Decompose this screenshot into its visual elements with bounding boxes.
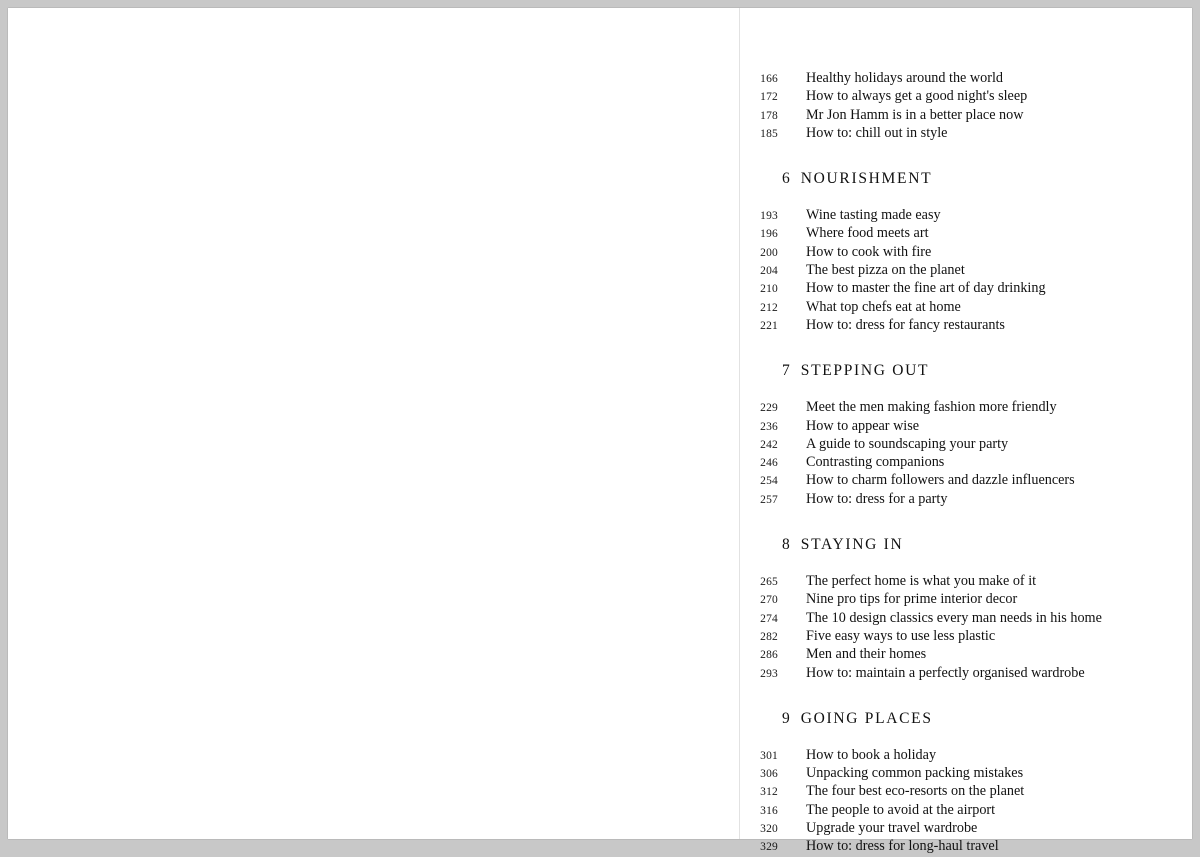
toc-entry-page-number: 286: [760, 649, 778, 662]
toc-entry[interactable]: [740, 107, 1192, 125]
left-page-blank: [8, 8, 739, 839]
toc-entry[interactable]: [740, 244, 1192, 262]
toc-entry-title: What top chefs eat at home: [806, 298, 961, 315]
toc-entry-page-number: 172: [760, 91, 778, 104]
toc-entry-page-number: 257: [760, 493, 778, 506]
toc-entry[interactable]: [740, 299, 1192, 317]
toc-entry[interactable]: [740, 491, 1192, 509]
toc-entry-title: How to book a holiday: [806, 746, 937, 763]
toc-section-entries: [740, 207, 1192, 335]
toc-entry-title: How to charm followers and dazzle influencers: [806, 472, 1075, 489]
toc-section-heading: [740, 170, 1192, 188]
toc-entry-title: Upgrade your travel wardrobe: [806, 820, 978, 837]
toc-entry-title: How to: dress for fancy restaurants: [806, 316, 1005, 333]
toc-section-heading: [740, 362, 1192, 380]
toc-entry-page-number: 306: [760, 768, 778, 781]
toc-entry-page-number: 329: [760, 841, 778, 854]
toc-entry-title: The people to avoid at the airport: [806, 801, 996, 818]
toc-entry-title: How to master the fine art of day drinking: [806, 280, 1046, 297]
toc-entry-page-number: 210: [760, 283, 778, 296]
toc-entry[interactable]: [740, 225, 1192, 243]
toc-section-name: NOURISHMENT: [800, 170, 933, 188]
toc-entry[interactable]: [740, 317, 1192, 335]
toc-continued-group: [740, 70, 1192, 143]
toc-section-entries: [740, 573, 1192, 683]
toc-entry-page-number: 293: [760, 667, 778, 680]
toc-entry-page-number: 212: [760, 301, 778, 314]
toc-entry-title: How to appear wise: [806, 417, 920, 434]
toc-entry[interactable]: [740, 125, 1192, 143]
toc-entry[interactable]: [740, 783, 1192, 801]
toc-entry-page-number: 193: [760, 210, 778, 223]
toc-entry-title: Unpacking common packing mistakes: [806, 765, 1024, 782]
toc-entry[interactable]: [740, 436, 1192, 454]
toc-entry-title: The best pizza on the planet: [806, 262, 965, 279]
toc-section-entries: [740, 399, 1192, 509]
toc-entry-page-number: 282: [760, 630, 778, 643]
toc-entry[interactable]: [740, 820, 1192, 838]
right-page-contents: [740, 8, 1192, 855]
toc-entry[interactable]: [740, 838, 1192, 856]
toc-entry[interactable]: [740, 418, 1192, 436]
toc-entry[interactable]: [740, 472, 1192, 490]
toc-entry-page-number: 166: [760, 73, 778, 85]
toc-entry-page-number: 242: [760, 438, 778, 451]
toc-entry-title: Meet the men making fashion more friendly: [806, 399, 1057, 416]
toc-entry-page-number: 178: [760, 109, 778, 122]
toc-entry-title: How to: maintain a perfectly organised wardrobe: [806, 664, 1085, 681]
toc-entry[interactable]: [740, 591, 1192, 609]
toc-section-entries: [740, 747, 1192, 857]
toc-entry-page-number: 204: [760, 265, 778, 278]
toc-section-number: 7: [782, 362, 790, 380]
toc-entry-title: Nine pro tips for prime interior decor: [806, 591, 1018, 608]
toc-entry-page-number: 265: [760, 576, 778, 589]
toc-entry-title: How to: chill out in style: [806, 124, 948, 141]
toc-entry-title: Contrasting companions: [806, 454, 945, 471]
toc-entry[interactable]: [740, 70, 1192, 88]
toc-entry[interactable]: [740, 399, 1192, 417]
toc-entry[interactable]: [740, 646, 1192, 664]
toc-entry-title: Men and their homes: [806, 646, 927, 663]
toc-entry[interactable]: [740, 747, 1192, 765]
toc-section-name: GOING PLACES: [800, 709, 933, 727]
toc-entry[interactable]: [740, 573, 1192, 591]
toc-entry-title: How to cook with fire: [806, 243, 932, 260]
toc-entry-page-number: 200: [760, 246, 778, 259]
toc-entry-title: Five easy ways to use less plastic: [806, 627, 996, 644]
toc-entry-title: A guide to soundscaping your party: [806, 435, 1009, 452]
toc-entry-title: The perfect home is what you make of it: [806, 573, 1037, 590]
toc-entry-title: Healthy holidays around the world: [806, 70, 1004, 86]
toc-entry-title: Where food meets art: [806, 225, 929, 242]
toc-entry-page-number: 312: [760, 786, 778, 799]
toc-entry-page-number: 301: [760, 749, 778, 762]
toc-section-number: 6: [782, 170, 790, 188]
toc-entry-page-number: 254: [760, 475, 778, 488]
toc-section-heading: [740, 536, 1192, 554]
toc-entry-page-number: 236: [760, 420, 778, 433]
toc-entry-page-number: 229: [760, 402, 778, 415]
toc-entry-page-number: 274: [760, 612, 778, 625]
toc-entry-page-number: 270: [760, 594, 778, 607]
toc-entry-page-number: 246: [760, 457, 778, 470]
toc-entry[interactable]: [740, 262, 1192, 280]
table-of-contents: [740, 70, 1192, 857]
toc-entry[interactable]: [740, 765, 1192, 783]
toc-entry[interactable]: [740, 665, 1192, 683]
toc-entry-title: Wine tasting made easy: [806, 207, 941, 224]
toc-entry[interactable]: [740, 628, 1192, 646]
toc-section-name: STEPPING OUT: [800, 362, 930, 380]
toc-section-number: 9: [782, 709, 790, 727]
toc-entry[interactable]: [740, 610, 1192, 628]
toc-entry-page-number: 320: [760, 823, 778, 836]
toc-entry-page-number: 185: [760, 127, 778, 140]
toc-section-heading: [740, 710, 1192, 728]
toc-entry-title: How to: dress for a party: [806, 490, 948, 507]
toc-entry[interactable]: [740, 454, 1192, 472]
toc-entry[interactable]: [740, 802, 1192, 820]
toc-section-number: 8: [782, 536, 790, 554]
toc-entry-page-number: 316: [760, 804, 778, 817]
toc-entry[interactable]: [740, 207, 1192, 225]
toc-entry-title: How to: dress for long-haul travel: [806, 838, 999, 855]
toc-entry-page-number: 221: [760, 319, 778, 332]
book-spread: [8, 8, 1192, 855]
toc-entry-title: Mr Jon Hamm is in a better place now: [806, 106, 1024, 123]
toc-entry-page-number: 196: [760, 228, 778, 241]
toc-entry[interactable]: [740, 88, 1192, 106]
toc-section-name: STAYING IN: [800, 536, 904, 554]
toc-entry-title: The 10 design classics every man needs in his home: [806, 609, 1102, 626]
toc-entry[interactable]: [740, 280, 1192, 298]
toc-entry-title: The four best eco-resorts on the planet: [806, 783, 1025, 800]
toc-entry-title: How to always get a good night's sleep: [806, 88, 1028, 105]
